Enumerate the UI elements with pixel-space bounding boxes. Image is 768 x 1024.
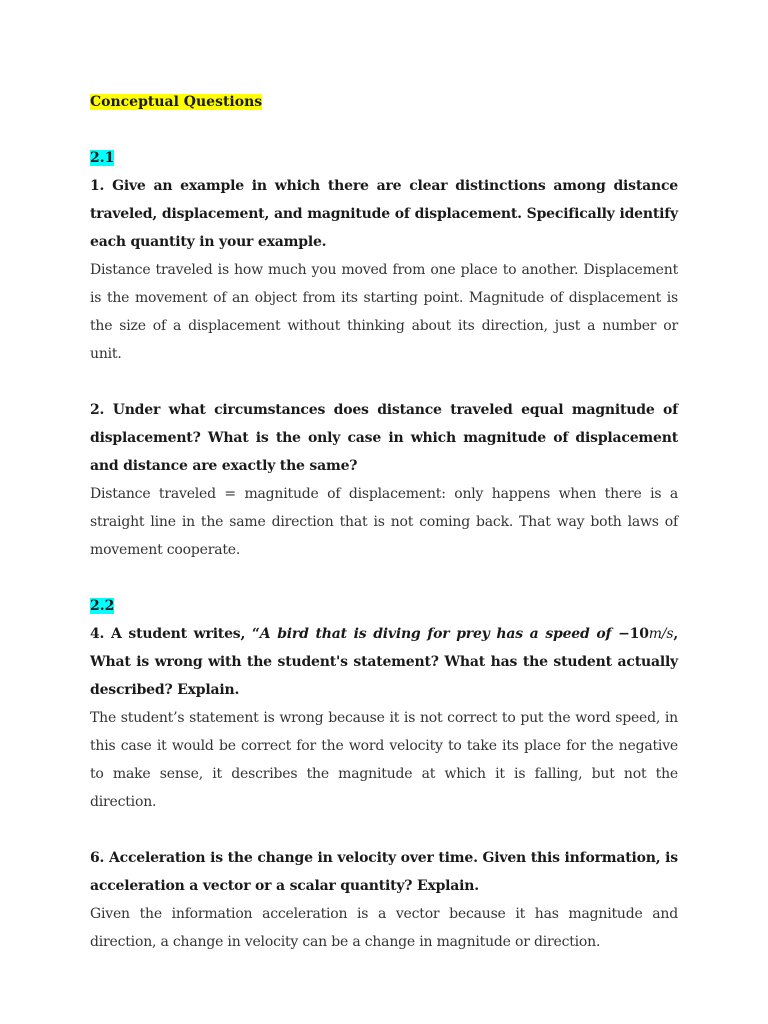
answer-6: Given the information acceleration is a vector because it has magnitude and direction, a change in velocity can be a change in magnitude or direction. xyxy=(90,906,678,950)
document-page xyxy=(90,88,678,956)
spacer xyxy=(90,564,678,592)
question-4-quote: A bird that is diving for prey has a speed of xyxy=(259,626,612,642)
spacer xyxy=(90,816,678,844)
section-label-line xyxy=(90,144,678,172)
section-label-2-1: 2.1 xyxy=(90,150,115,166)
section-label-line xyxy=(90,592,678,620)
answer-2: Distance traveled = magnitude of displacement: only happens when there is a straight line in the same direction that is not coming back. That way both laws of movement cooperate. xyxy=(90,486,678,558)
answer-1: Distance traveled is how much you moved from one place to another. Displacement is the movement of an object from its starting point. Magnitude of displacement is the size of a displacement without thinking about its direction, just a number or unit. xyxy=(90,262,678,362)
question-6: 6. Acceleration is the change in velocity over time. Given this information, is acceleration a vector or a scalar quantity? Explain. xyxy=(90,850,678,894)
spacer xyxy=(90,368,678,396)
question-4-suffix: , What is wrong with the student's statement? What has the student actually described? Explain. xyxy=(90,626,678,698)
question-1: 1. Give an example in which there are clear distinctions among distance traveled, displacement, and magnitude of displacement. Specifically identify each quantity in your example. xyxy=(90,178,678,250)
spacer xyxy=(90,116,678,144)
section-heading: Conceptual Questions xyxy=(90,94,263,110)
section-label-2-2: 2.2 xyxy=(90,598,115,614)
heading-line xyxy=(90,88,678,116)
question-2: 2. Under what circumstances does distance traveled equal magnitude of displacement? What is the only case in which magnitude of displacement and distance are exactly the same? xyxy=(90,402,678,474)
question-4-prefix: 4. A student writes, “ xyxy=(90,626,260,642)
question-4-unit: m/s xyxy=(648,626,674,642)
question-4 xyxy=(90,620,678,704)
answer-4: The student’s statement is wrong because it is not correct to put the word speed, in this case it would be correct for the word velocity to take its place for the negative to make sense, it describes the magnitude at which it is falling, but not the direction. xyxy=(90,710,678,810)
question-4-value: −10 xyxy=(611,626,649,642)
